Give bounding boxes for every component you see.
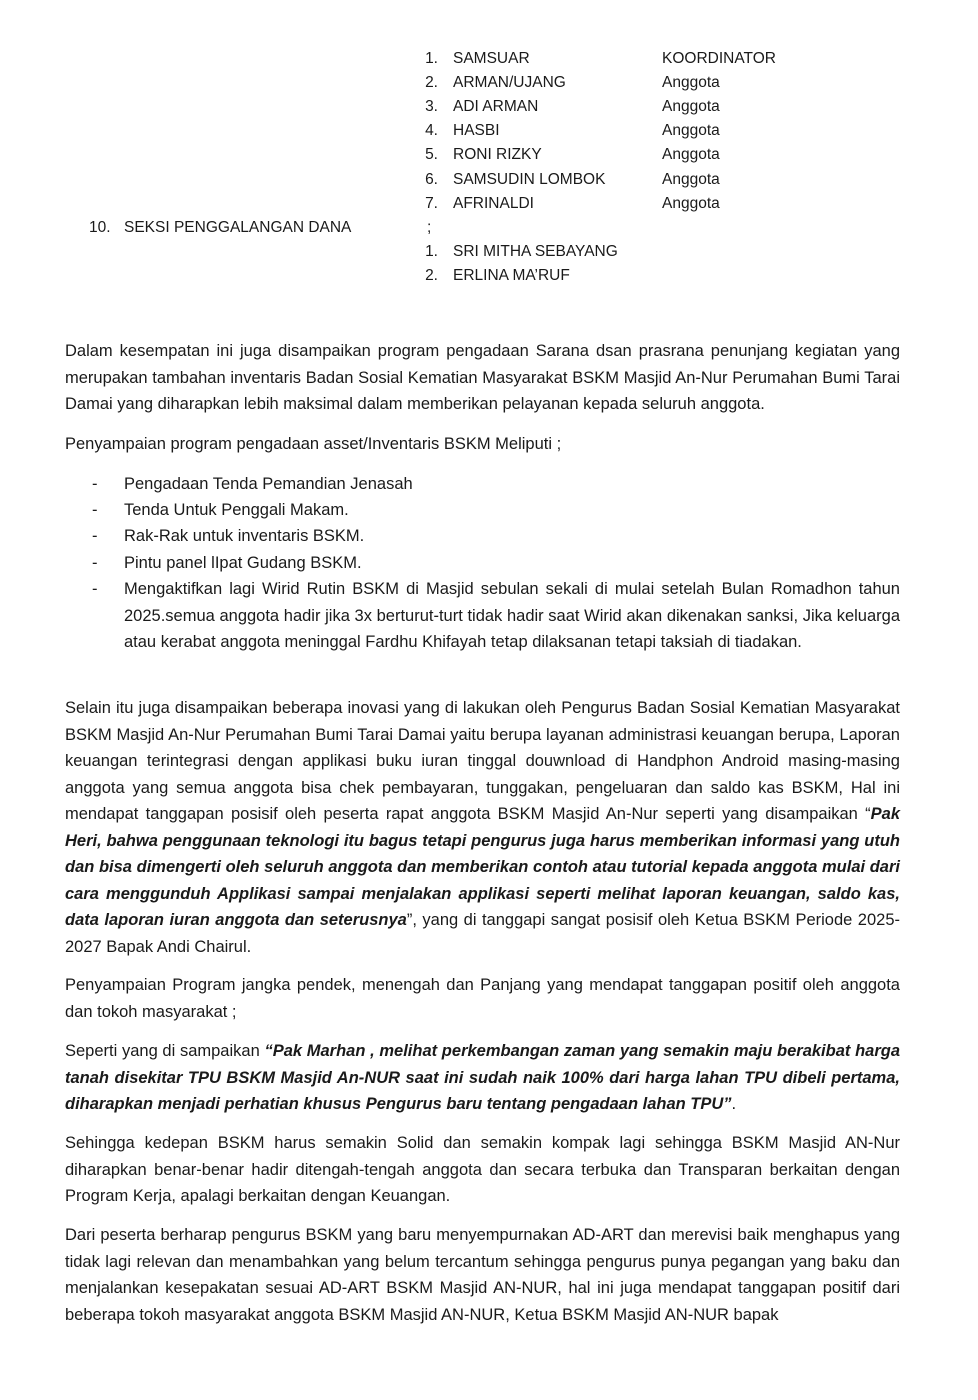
member-name: HASBI xyxy=(453,122,500,139)
member-name: AFRINALDI xyxy=(453,195,534,212)
paragraph-inovasi xyxy=(65,695,900,960)
paragraph-text: Seperti yang di sampaikan xyxy=(65,1042,265,1060)
list-item: Pengadaan Tenda Pemandian Jenasah xyxy=(124,475,413,493)
member-name: ERLINA MA’RUF xyxy=(453,267,570,284)
paragraph-sarana: Dalam kesempatan ini juga disampaikan program pengadaan Sarana dsan prasrana penunjang kegiatan yang merupakan tambahan inventaris Badan Sosial Kematian Masyarakat BSKM Masjid An-Nur Perumahan Bumi Tarai Damai yang diharapkan lebih maksimal dalam memberikan pelayanan kepada seluruh anggota. xyxy=(65,342,900,413)
quote-pak-marhan: “Pak Marhan , melihat perkembangan zaman yang semakin maju berakibat harga tanah disekitar TPU BSKM Masjid An-NUR saat ini sudah naik 100% dari harga lahan TPU dibeli pertama, diharapkan menjadi perhatian khusus Pengurus baru tentang pengadaan lahan TPU” xyxy=(65,1042,900,1113)
section-number: 10. xyxy=(89,219,111,236)
paragraph-program-intro: Penyampaian program pengadaan asset/Inventaris BSKM Meliputi ; xyxy=(65,435,562,453)
member-name: SAMSUDIN LOMBOK xyxy=(453,171,606,188)
list-item: Rak-Rak untuk inventaris BSKM. xyxy=(124,527,365,545)
member-number: 2. xyxy=(425,74,438,91)
bullet-dash: - xyxy=(92,475,98,493)
list-item: Mengaktifkan lagi Wirid Rutin BSKM di Masjid sebulan sekali di mulai setelah Bulan Romadhon tahun 2025.semua anggota hadir jika 3x berturut-turt tidak hadir saat Wirid akan dikenakan sanksi, Jika keluarga atau kerabat anggota meninggal Fardhu Khifayah tetap dilaksanan tetapi taksiah di tiadakan. xyxy=(124,580,900,651)
member-role: Anggota xyxy=(662,98,720,115)
member-number: 1. xyxy=(425,50,438,67)
member-number: 2. xyxy=(425,267,438,284)
member-role: Anggota xyxy=(662,74,720,91)
member-name: RONI RIZKY xyxy=(453,146,542,163)
member-number: 6. xyxy=(425,171,438,188)
member-number: 5. xyxy=(425,146,438,163)
member-role: KOORDINATOR xyxy=(662,50,776,67)
section-separator: ; xyxy=(427,219,432,236)
paragraph-solid: Sehingga kedepan BSKM harus semakin Solid dan semakin kompak lagi sehingga BSKM Masjid AN-Nur diharapkan benar-benar hadir ditengah-tengah anggota dan secara terbuka dan Transparan berkaitan dengan Program Kerja, apalagi berkaitan dengan Keuangan. xyxy=(65,1134,900,1205)
list-item: Tenda Untuk Penggali Makam. xyxy=(124,501,349,519)
member-name: ARMAN/UJANG xyxy=(453,74,566,91)
member-name: ADI ARMAN xyxy=(453,98,539,115)
bullet-dash: - xyxy=(92,501,98,519)
bullet-dash: - xyxy=(92,554,98,572)
member-name: SRI MITHA SEBAYANG xyxy=(453,243,618,260)
paragraph-text: Selain itu juga disampaikan beberapa inovasi yang di lakukan oleh Pengurus Badan Sosial Kematian Masyarakat BSKM Masjid An-Nur Perumahan Bumi Tarai Damai yaitu berupa layanan administrasi keuangan berupa, Laporan keuangan terintegrasi dengan applikasi buku iuran tinggal douwnload di Handphon Android masing-masing anggota yang semua anggota bisa chek pembayaran, tunggakan, pengeluaran dan saldo kas BSKM, Hal ini mendapat tanggapan posisif oleh peserta rapat anggota BSKM Masjid An-Nur seperti yang disampaikan “ xyxy=(65,699,900,823)
member-name: SAMSUAR xyxy=(453,50,530,67)
quote-pak-heri: Pak Heri, bahwa penggunaan teknologi itu bagus tetapi pengurus juga harus memberikan informasi yang utuh dan bisa dimengerti oleh seluruh anggota dan memberikan contoh atau tutorial kepada anggota mulai dari cara menggunduh Applikasi sampai menjalakan applikasi seperti melihat laporan keuangan, saldo kas, data laporan iuran anggota dan seterusnya xyxy=(65,805,900,929)
bullet-dash: - xyxy=(92,527,98,545)
paragraph-ad-art: Dari peserta berharap pengurus BSKM yang baru menyempurnakan AD-ART dan merevisi baik menghapus yang tidak lagi relevan dan menambahkan yang belum tercantum sehingga pengurus punya pegangan yang baku dan menjalankan kesepakatan sesuai AD-ART BSKM Masjid AN-NUR, hal ini juga mendapat tanggapan positif dari beberapa tokoh masyarakat anggota BSKM Masjid AN-NUR, Ketua BSKM Masjid AN-NUR bapak xyxy=(65,1226,900,1324)
member-number: 3. xyxy=(425,98,438,115)
paragraph-text: ”, yang di tanggapi sangat posisif oleh Ketua BSKM Periode 2025-2027 Bapak Andi Chairul. xyxy=(65,911,900,956)
member-role: Anggota xyxy=(662,195,720,212)
paragraph-program-jangka: Penyampaian Program jangka pendek, menengah dan Panjang yang mendapat tanggapan positif oleh anggota dan tokoh masyarakat ; xyxy=(65,976,900,1021)
member-number: 7. xyxy=(425,195,438,212)
paragraph-pak-marhan xyxy=(65,1038,900,1118)
member-role: Anggota xyxy=(662,122,720,139)
member-role: Anggota xyxy=(662,171,720,188)
list-item: Pintu panel lIpat Gudang BSKM. xyxy=(124,554,362,572)
member-number: 4. xyxy=(425,122,438,139)
section-title: SEKSI PENGGALANGAN DANA xyxy=(124,219,352,236)
bullet-dash: - xyxy=(92,580,98,598)
member-number: 1. xyxy=(425,243,438,260)
paragraph-text: . xyxy=(731,1095,737,1113)
member-role: Anggota xyxy=(662,146,720,163)
